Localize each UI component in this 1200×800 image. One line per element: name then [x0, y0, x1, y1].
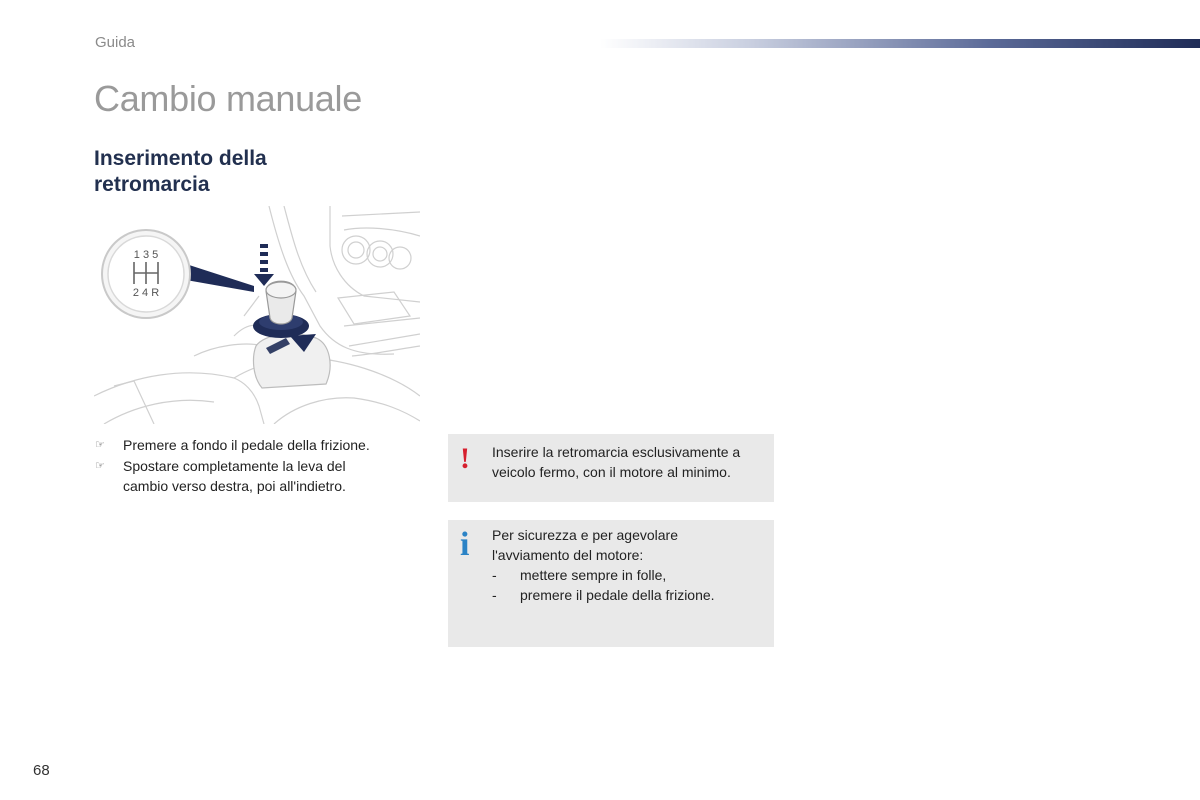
pointing-hand-icon: ☞: [95, 460, 105, 472]
warning-note: [448, 434, 774, 502]
info-text: [492, 525, 768, 605]
warning-text: [492, 442, 768, 482]
instruction-list: [95, 435, 415, 497]
list-item-text: mettere sempre in folle,: [520, 567, 667, 583]
info-icon: i: [460, 526, 470, 563]
gear-pattern-top-label: 1 3 5: [133, 249, 159, 261]
subheading-line-1: Inserimento della: [94, 147, 267, 170]
instruction-item: [95, 456, 415, 496]
list-item: [492, 585, 768, 605]
instruction-text-continued: cambio verso destra, poi all'indietro.: [123, 478, 346, 494]
exclamation-icon: !: [460, 442, 470, 475]
info-line-1: Per sicurezza e per agevolare: [492, 527, 678, 543]
section-label: Guida: [95, 34, 136, 51]
gear-lever-illustration: [94, 206, 420, 424]
info-line-2: l'avviamento del motore:: [492, 547, 644, 563]
warning-line-1: Inserire la retromarcia esclusivamente a: [492, 444, 741, 460]
page-title: Cambio manuale: [94, 78, 362, 119]
instruction-item: [95, 435, 415, 455]
info-note: [448, 520, 774, 647]
list-item-text: premere il pedale della frizione.: [520, 587, 715, 603]
section-subheading: [94, 146, 354, 198]
info-dash-list: [492, 565, 768, 605]
instruction-text: Spostare completamente la leva del: [123, 458, 346, 474]
gear-pattern-bottom-label: 2 4 R: [132, 287, 160, 299]
dash-marker: -: [492, 587, 497, 603]
header-gradient-bar: [600, 39, 1200, 48]
subheading-line-2: retromarcia: [94, 173, 210, 196]
list-item: [492, 565, 768, 585]
dash-marker: -: [492, 567, 497, 583]
instruction-text: Premere a fondo il pedale della frizione.: [123, 437, 370, 453]
page-number: 68: [33, 762, 50, 779]
warning-line-2: veicolo fermo, con il motore al minimo.: [492, 464, 731, 480]
pointing-hand-icon: ☞: [95, 439, 105, 451]
